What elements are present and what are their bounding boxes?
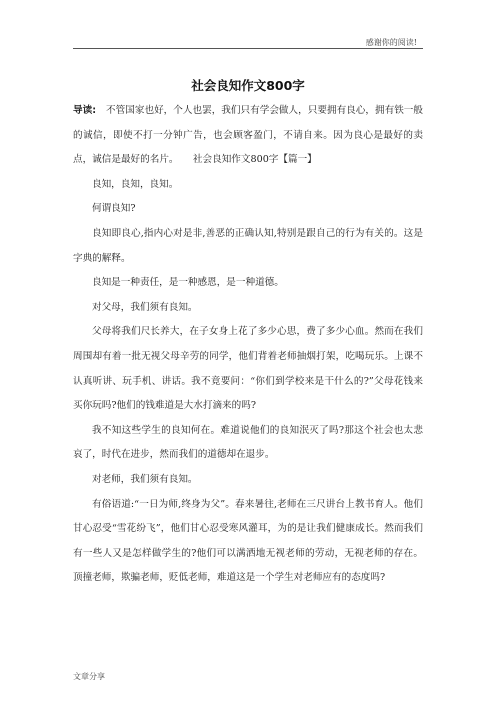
document-title: 社会良知作文800字 xyxy=(191,78,305,93)
paragraph: 对父母，我们须有良知。 xyxy=(92,301,198,313)
lead-text: 不管国家也好，个人也罢，我们只有学会做人，只要拥有良心，拥有铁一般的诚信，即使不打一分钟广告，也会顾客盈门，不请自来。因为良心是最好的卖点，诚信是最好的名片。 社会良知作文800字【篇一】 xyxy=(73,105,423,166)
paragraph: 何谓良知? xyxy=(92,203,136,215)
paragraph: 有俗语道:“一日为师,终身为父”。春来暑往,老师在三尺讲台上教书育人。他们甘心忍受“雪花纷飞”，他们甘心忍受寒风灌耳，为的是让我们健康成长。然而我们有一些人又是怎样做学生的?他们可以满洒地无视老师的劳动，无视老师的存在。顶撞老师，欺骗老师，贬低老师，难道这是一个学生对老师应有的态度吗? xyxy=(73,498,423,584)
page-footer-text: 文章分享 xyxy=(73,672,105,681)
paragraph: 良知，良知，良知。 xyxy=(92,178,179,190)
paragraph: 父母将我们尺长养大，在子女身上花了多少心思，费了多少心血。然而在我们周围却有着一批无视父母辛劳的同学，他们背着老师抽烟打架，吃喝玩乐。上课不认真听讲、玩手机、讲话。我不竟要问：“你们到学校来是干什么的?”父母花钱来买你玩吗?他们的钱难道是大水打滴来的吗? xyxy=(73,326,423,412)
paragraph: 良知即良心,指内心对是非,善恶的正确认知,特别是跟自己的行为有关的。这是字典的解释。 xyxy=(73,227,423,264)
page-header-text: 感谢你的阅读! xyxy=(365,38,417,47)
lead-label: 导读: xyxy=(73,105,97,116)
paragraph: 对老师，我们须有良知。 xyxy=(92,473,198,485)
lead-paragraph xyxy=(73,99,423,173)
paragraph: 良知是一种责任，是一种感恩，是一种道德。 xyxy=(92,277,284,289)
article-body xyxy=(73,99,423,591)
paragraph: 我不知这些学生的良知何在。难道说他们的良知泯灭了吗?那这个社会也太悲哀了，时代在进步，然而我们的道德却在退步。 xyxy=(73,424,423,461)
header-divider xyxy=(73,48,423,49)
